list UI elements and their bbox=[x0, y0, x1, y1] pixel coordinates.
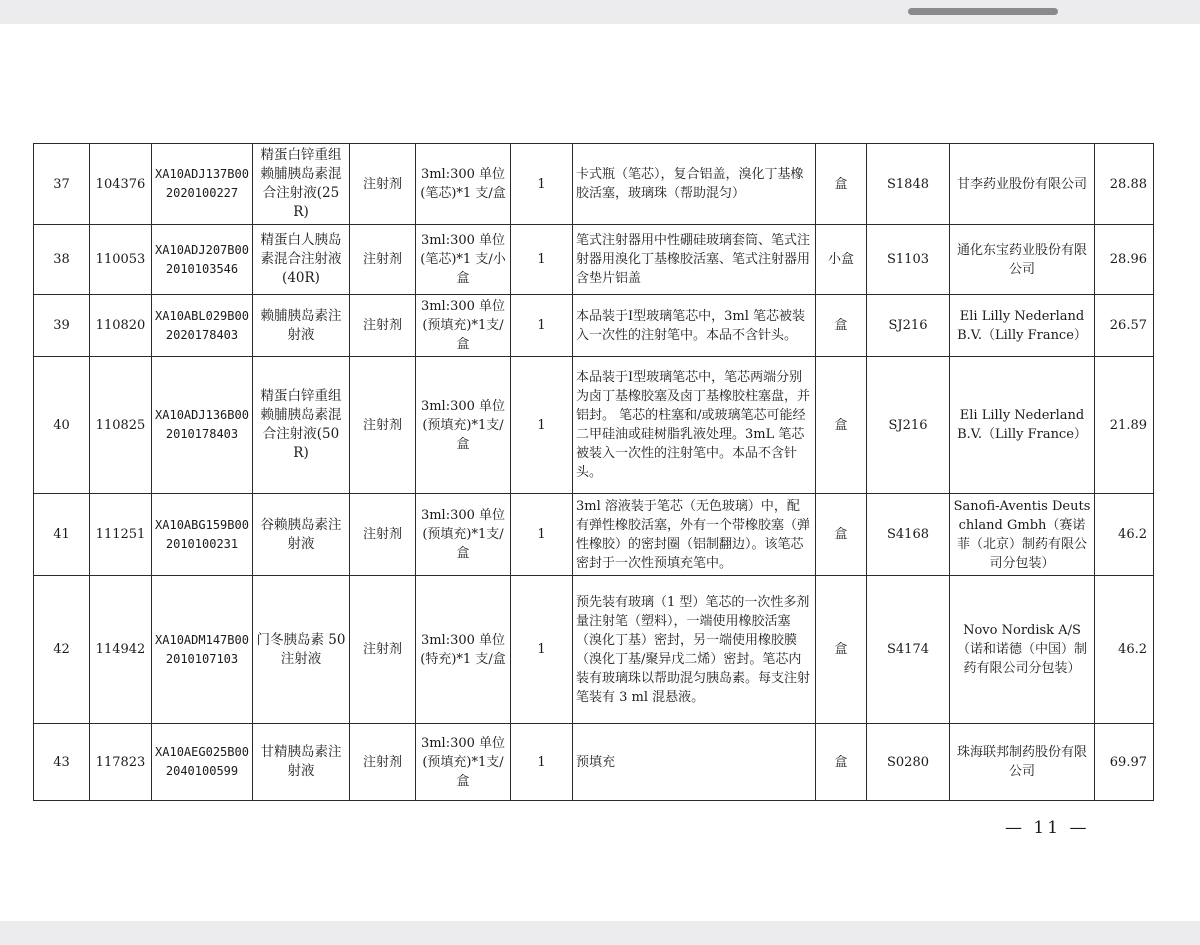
code-cell: XA10ADJ207B00 2010103546 bbox=[152, 225, 253, 295]
name-cell: 赖脯胰岛素注射液 bbox=[253, 295, 350, 357]
factor-cell: 1 bbox=[511, 724, 573, 801]
dosage-form-cell: 注射剂 bbox=[350, 357, 416, 494]
id-cell: 104376 bbox=[90, 144, 152, 225]
license-cell: S4174 bbox=[867, 576, 950, 724]
table-row bbox=[34, 357, 1154, 494]
price-cell: 46.2 bbox=[1095, 576, 1154, 724]
company-cell: 通化东宝药业股份有限公司 bbox=[950, 225, 1095, 295]
seq-cell: 41 bbox=[34, 494, 90, 576]
seq-cell: 40 bbox=[34, 357, 90, 494]
name-cell: 门冬胰岛素 50 注射液 bbox=[253, 576, 350, 724]
table-row bbox=[34, 576, 1154, 724]
factor-cell: 1 bbox=[511, 576, 573, 724]
code-cell: XA10ADJ136B00 2010178403 bbox=[152, 357, 253, 494]
dosage-form-cell: 注射剂 bbox=[350, 225, 416, 295]
spec-cell: 3ml:300 单位(预填充)*1支/盒 bbox=[416, 295, 511, 357]
price-cell: 69.97 bbox=[1095, 724, 1154, 801]
seq-cell: 39 bbox=[34, 295, 90, 357]
code-cell: XA10ABL029B00 2020178403 bbox=[152, 295, 253, 357]
company-cell: 甘李药业股份有限公司 bbox=[950, 144, 1095, 225]
unit-cell: 盒 bbox=[816, 724, 867, 801]
id-cell: 114942 bbox=[90, 576, 152, 724]
unit-cell: 盒 bbox=[816, 494, 867, 576]
price-cell: 28.88 bbox=[1095, 144, 1154, 225]
price-cell: 21.89 bbox=[1095, 357, 1154, 494]
price-cell: 28.96 bbox=[1095, 225, 1154, 295]
unit-cell: 盒 bbox=[816, 144, 867, 225]
factor-cell: 1 bbox=[511, 494, 573, 576]
name-cell: 谷赖胰岛素注射液 bbox=[253, 494, 350, 576]
name-cell: 精蛋白人胰岛素混合注射液(40R) bbox=[253, 225, 350, 295]
table-row bbox=[34, 144, 1154, 225]
seq-cell: 37 bbox=[34, 144, 90, 225]
unit-cell: 盒 bbox=[816, 576, 867, 724]
spec-cell: 3ml:300 单位(预填充)*1支/盒 bbox=[416, 724, 511, 801]
id-cell: 117823 bbox=[90, 724, 152, 801]
dosage-form-cell: 注射剂 bbox=[350, 144, 416, 225]
company-cell: 珠海联邦制药股份有限公司 bbox=[950, 724, 1095, 801]
factor-cell: 1 bbox=[511, 295, 573, 357]
drug-price-table bbox=[33, 143, 1154, 801]
factor-cell: 1 bbox=[511, 225, 573, 295]
license-cell: S1103 bbox=[867, 225, 950, 295]
dosage-form-cell: 注射剂 bbox=[350, 576, 416, 724]
id-cell: 110820 bbox=[90, 295, 152, 357]
viewer-top-bar bbox=[0, 0, 1200, 24]
seq-cell: 38 bbox=[34, 225, 90, 295]
id-cell: 111251 bbox=[90, 494, 152, 576]
packaging-cell: 预填充 bbox=[573, 724, 816, 801]
spec-cell: 3ml:300 单位(预填充)*1支/盒 bbox=[416, 494, 511, 576]
packaging-cell: 本品装于Ⅰ型玻璃笔芯中，笔芯两端分别为卤丁基橡胶塞及卤丁基橡胶柱塞盘，并铝封。 笔芯的柱塞和/或玻璃笔芯可能经二甲硅油或硅树脂乳液处理。3mL 笔芯被装入一次性的注射笔中。本品不含针头。 bbox=[573, 357, 816, 494]
viewer-bottom-bar bbox=[0, 921, 1200, 945]
id-cell: 110053 bbox=[90, 225, 152, 295]
dosage-form-cell: 注射剂 bbox=[350, 724, 416, 801]
company-cell: Sanofi-Aventis Deutschland Gmbh（赛诺菲（北京）制药有限公司分包装） bbox=[950, 494, 1095, 576]
unit-cell: 盒 bbox=[816, 357, 867, 494]
page-number: — 11 — bbox=[1005, 818, 1090, 838]
license-cell: SJ216 bbox=[867, 295, 950, 357]
name-cell: 精蛋白锌重组赖脯胰岛素混合注射液(25R) bbox=[253, 144, 350, 225]
name-cell: 精蛋白锌重组赖脯胰岛素混合注射液(50R) bbox=[253, 357, 350, 494]
company-cell: Eli Lilly Nederland B.V.（Lilly France） bbox=[950, 357, 1095, 494]
scroll-handle[interactable] bbox=[908, 8, 1058, 15]
factor-cell: 1 bbox=[511, 357, 573, 494]
code-cell: XA10ADM147B00 2010107103 bbox=[152, 576, 253, 724]
packaging-cell: 本品装于Ⅰ型玻璃笔芯中，3ml 笔芯被装入一次性的注射笔中。本品不含针头。 bbox=[573, 295, 816, 357]
table-row bbox=[34, 295, 1154, 357]
price-cell: 46.2 bbox=[1095, 494, 1154, 576]
company-cell: Novo Nordisk A/S（诺和诺德（中国）制药有限公司分包装） bbox=[950, 576, 1095, 724]
table-row bbox=[34, 494, 1154, 576]
dosage-form-cell: 注射剂 bbox=[350, 494, 416, 576]
license-cell: S1848 bbox=[867, 144, 950, 225]
name-cell: 甘精胰岛素注射液 bbox=[253, 724, 350, 801]
dosage-form-cell: 注射剂 bbox=[350, 295, 416, 357]
price-cell: 26.57 bbox=[1095, 295, 1154, 357]
license-cell: SJ216 bbox=[867, 357, 950, 494]
seq-cell: 43 bbox=[34, 724, 90, 801]
factor-cell: 1 bbox=[511, 144, 573, 225]
packaging-cell: 3ml 溶液装于笔芯（无色玻璃）中，配有弹性橡胶活塞，外有一个带橡胶塞（弹性橡胶）的密封圈（铝制翻边）。该笔芯密封于一次性预填充笔中。 bbox=[573, 494, 816, 576]
unit-cell: 小盒 bbox=[816, 225, 867, 295]
table-row bbox=[34, 225, 1154, 295]
spec-cell: 3ml:300 单位(笔芯)*1 支/小盒 bbox=[416, 225, 511, 295]
license-cell: S4168 bbox=[867, 494, 950, 576]
packaging-cell: 卡式瓶（笔芯），复合铝盖，溴化丁基橡胶活塞，玻璃珠（帮助混匀） bbox=[573, 144, 816, 225]
seq-cell: 42 bbox=[34, 576, 90, 724]
packaging-cell: 笔式注射器用中性硼硅玻璃套筒、笔式注射器用溴化丁基橡胶活塞、笔式注射器用含垫片铝盖 bbox=[573, 225, 816, 295]
company-cell: Eli Lilly Nederland B.V.（Lilly France） bbox=[950, 295, 1095, 357]
code-cell: XA10ABG159B00 2010100231 bbox=[152, 494, 253, 576]
id-cell: 110825 bbox=[90, 357, 152, 494]
spec-cell: 3ml:300 单位(笔芯)*1 支/盒 bbox=[416, 144, 511, 225]
code-cell: XA10AEG025B00 2040100599 bbox=[152, 724, 253, 801]
packaging-cell: 预先装有玻璃（1 型）笔芯的一次性多剂量注射笔（塑料），一端使用橡胶活塞（溴化丁基）密封，另一端使用橡胶膜（溴化丁基/聚异戊二烯）密封。笔芯内装有玻璃珠以帮助混匀胰岛素。每支注射笔装有 3 ml 混悬液。 bbox=[573, 576, 816, 724]
spec-cell: 3ml:300 单位(预填充)*1支/盒 bbox=[416, 357, 511, 494]
spec-cell: 3ml:300 单位(特充)*1 支/盒 bbox=[416, 576, 511, 724]
unit-cell: 盒 bbox=[816, 295, 867, 357]
table-row bbox=[34, 724, 1154, 801]
license-cell: S0280 bbox=[867, 724, 950, 801]
code-cell: XA10ADJ137B00 2020100227 bbox=[152, 144, 253, 225]
